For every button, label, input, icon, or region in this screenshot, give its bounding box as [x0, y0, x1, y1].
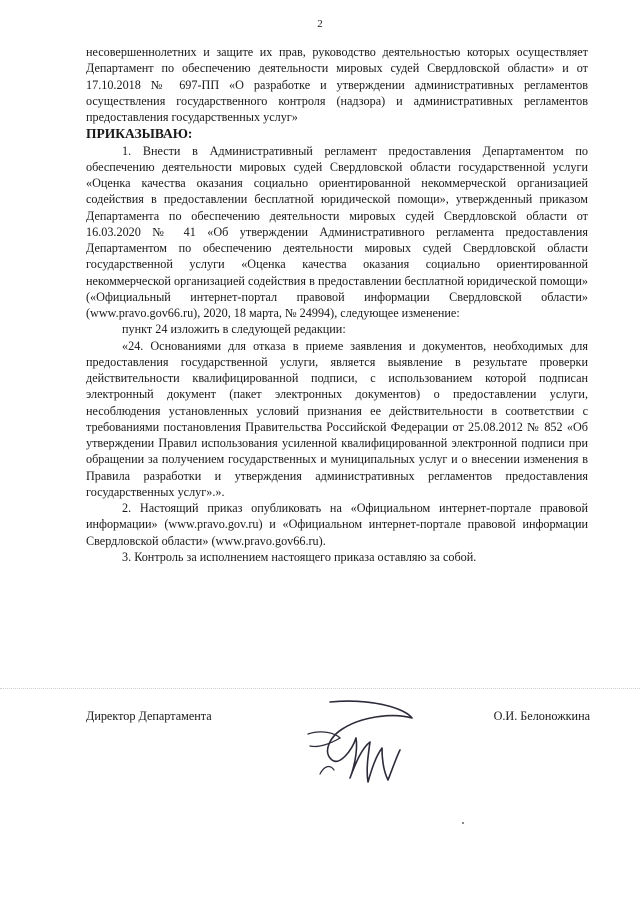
paragraph-24-text: «24. Основаниями для отказа в приеме заявления и документов, необходимых для предоставления государственной услуги, является выявление в результате проверки действительности квалифицированной подписи, с использованием которой подписан электронный документ (пакет электронных документов) о предоставлении услуги, несоблюдения установленных условий признания ее действительности в соответствии с требованиями постановления Правительства Российской Федерации от 25.08.2012 № 852 «Об утверждении Правил использования усиленной квалифицированной электронной подписи при обращении за получением государственных и муниципальных услуг и о внесении изменения в Правила разработки и утверждения административных регламентов предоставления государственных услуг».».: [86, 338, 588, 499]
handwritten-signature: [300, 690, 430, 800]
document-body: [86, 44, 588, 565]
paragraph-1: 1. Внести в Административный регламент предоставления Департаментом по обеспечению деятельности мировых судей Свердловской области государственной услуги «Оценка качества оказания социально ориентированной некоммерческой организацией содействия в предоставлении бесплатной юридической помощи», утвержденный приказом Департамента по обеспечению деятельности мировых судей Свердловской области от 16.03.2020 № 41 «Об утверждении Административного регламента предоставления Департаментом по обеспечению деятельности мировых судей Свердловской области государственной услуги «Оценка качества оказания социально ориентированной некоммерческой организацией содействия в предоставлении бесплатной юридической помощи» («Официальный интернет-портал правовой информации Свердловской области» (www.pravo.gov66.ru), 2020, 18 марта, № 24994), следующее изменение:: [86, 143, 588, 320]
signatory-title: Директор Департамента: [86, 709, 212, 723]
divider: [0, 688, 640, 689]
intro-paragraph: несовершеннолетних и защите их прав, руководство деятельностью которых осуществляет Департамент по обеспечению деятельности мировых судей Свердловской области» и от 17.10.2018 № 697-ПП «О разработке и утверждении административных регламентов осуществления государственного контроля (надзора) и административных регламентов предоставления государственных услуг»: [86, 45, 588, 124]
signatory-name: О.И. Белоножкина: [493, 709, 590, 723]
paragraph-1-subclause: пункт 24 изложить в следующей редакции:: [122, 322, 346, 337]
scan-speck: [462, 822, 464, 824]
paragraph-3: 3. Контроль за исполнением настоящего приказа оставляю за собой.: [122, 549, 477, 564]
page-number: 2: [317, 18, 323, 30]
paragraph-2: 2. Настоящий приказ опубликовать на «Официальном интернет-портале правовой информации» (www.pravo.gov.ru) и «Официальном интернет-портале правовой информации Свердловской области» (www.pravo.gov66.ru).: [86, 501, 588, 548]
decree-heading: ПРИКАЗЫВАЮ:: [86, 126, 193, 142]
